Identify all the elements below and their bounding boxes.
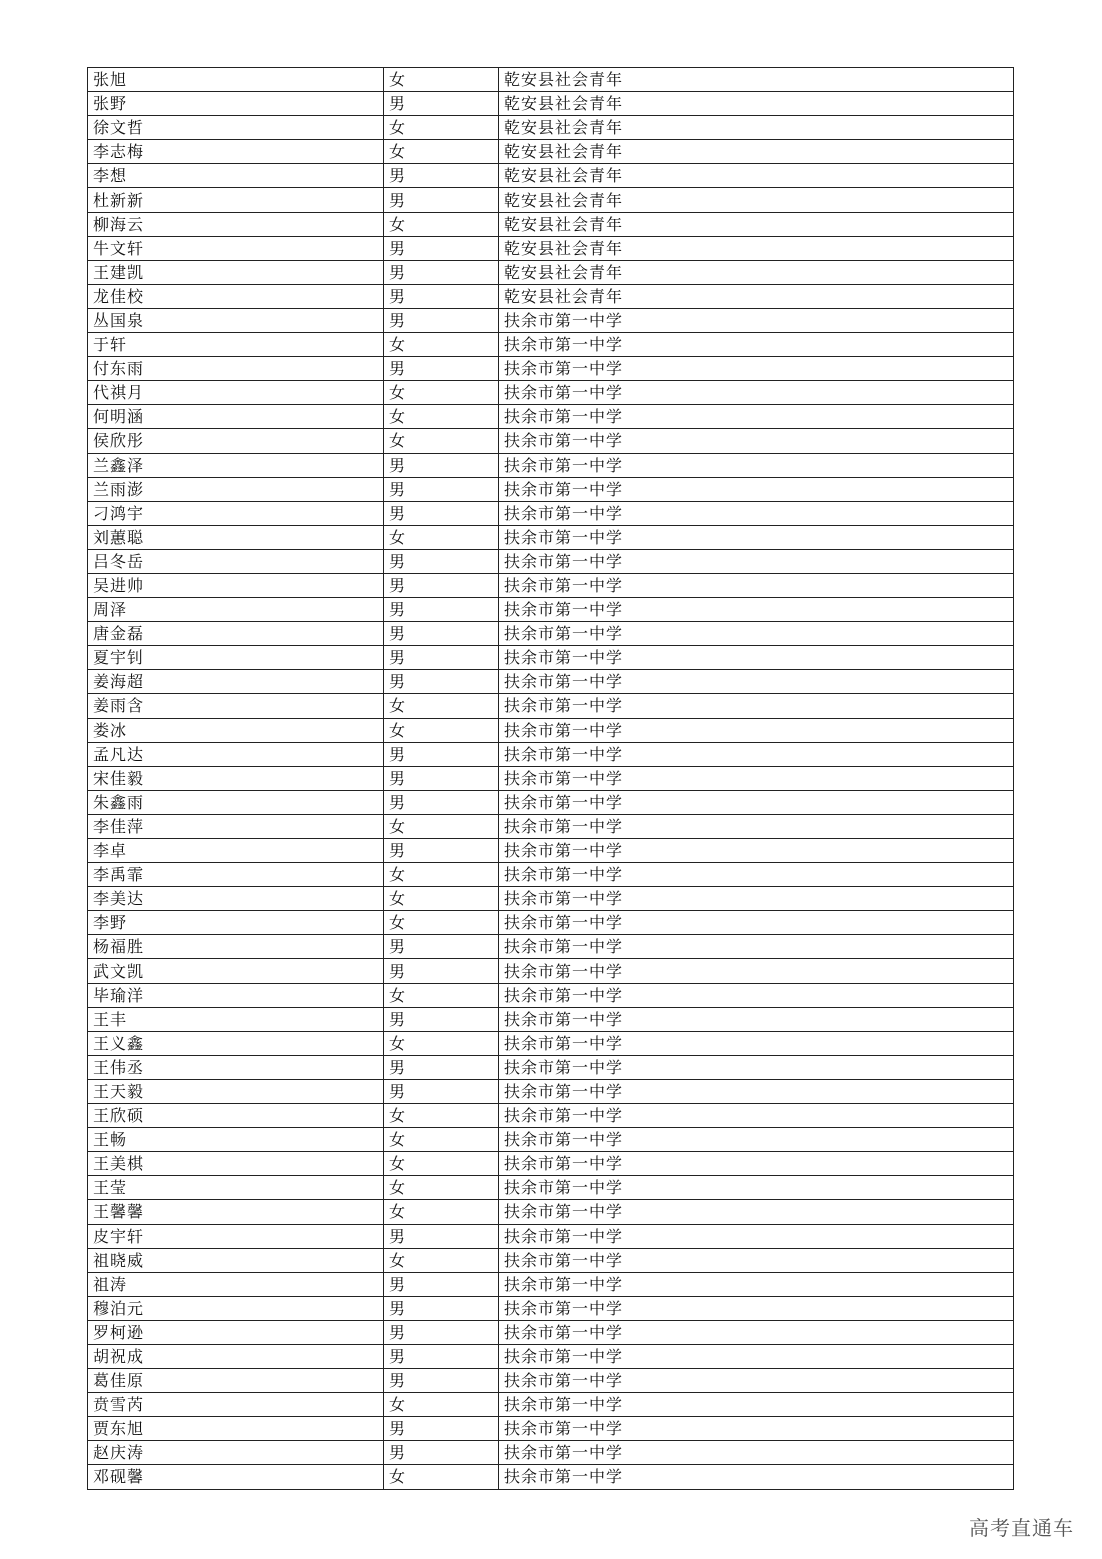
name-cell: 王丰 (88, 1007, 384, 1031)
name-cell: 李卓 (88, 839, 384, 863)
gender-cell: 男 (384, 260, 499, 284)
gender-cell: 男 (384, 742, 499, 766)
table-row (88, 863, 1014, 887)
name-cell: 夏宇钊 (88, 646, 384, 670)
watermark-text: 高考直通车 (969, 1516, 1074, 1540)
table-row (88, 814, 1014, 838)
unit-cell: 扶余市第一中学 (499, 911, 1014, 935)
unit-cell: 扶余市第一中学 (499, 1344, 1014, 1368)
table-row (88, 766, 1014, 790)
table-row (88, 116, 1014, 140)
unit-cell: 扶余市第一中学 (499, 598, 1014, 622)
table-row (88, 911, 1014, 935)
gender-cell: 男 (384, 549, 499, 573)
gender-cell: 男 (384, 164, 499, 188)
name-cell: 邓砚馨 (88, 1465, 384, 1489)
gender-cell: 女 (384, 140, 499, 164)
name-cell: 侯欣彤 (88, 429, 384, 453)
gender-cell: 女 (384, 381, 499, 405)
name-cell: 娄冰 (88, 718, 384, 742)
table-row (88, 1272, 1014, 1296)
table-row (88, 1369, 1014, 1393)
table-row (88, 429, 1014, 453)
name-cell: 王畅 (88, 1128, 384, 1152)
gender-cell: 男 (384, 598, 499, 622)
unit-cell: 扶余市第一中学 (499, 1296, 1014, 1320)
name-cell: 胡祝成 (88, 1344, 384, 1368)
gender-cell: 男 (384, 622, 499, 646)
table-row (88, 670, 1014, 694)
unit-cell: 扶余市第一中学 (499, 839, 1014, 863)
unit-cell: 扶余市第一中学 (499, 525, 1014, 549)
name-cell: 皮宇轩 (88, 1224, 384, 1248)
unit-cell: 扶余市第一中学 (499, 742, 1014, 766)
table-row (88, 742, 1014, 766)
name-cell: 李志梅 (88, 140, 384, 164)
table-row (88, 1224, 1014, 1248)
unit-cell: 乾安县社会青年 (499, 164, 1014, 188)
unit-cell: 乾安县社会青年 (499, 212, 1014, 236)
name-cell: 兰雨澎 (88, 477, 384, 501)
table-row (88, 284, 1014, 308)
gender-cell: 男 (384, 670, 499, 694)
name-cell: 宋佳毅 (88, 766, 384, 790)
table-row (88, 164, 1014, 188)
unit-cell: 乾安县社会青年 (499, 236, 1014, 260)
table-row (88, 140, 1014, 164)
unit-cell: 乾安县社会青年 (499, 92, 1014, 116)
name-cell: 张旭 (88, 68, 384, 92)
name-cell: 李美达 (88, 887, 384, 911)
name-cell: 周泽 (88, 598, 384, 622)
table-row (88, 1128, 1014, 1152)
table-row (88, 1417, 1014, 1441)
table-row (88, 935, 1014, 959)
table-row (88, 887, 1014, 911)
gender-cell: 男 (384, 236, 499, 260)
unit-cell: 扶余市第一中学 (499, 357, 1014, 381)
gender-cell: 女 (384, 694, 499, 718)
gender-cell: 女 (384, 1200, 499, 1224)
table-row (88, 1079, 1014, 1103)
gender-cell: 女 (384, 1248, 499, 1272)
gender-cell: 男 (384, 357, 499, 381)
unit-cell: 乾安县社会青年 (499, 68, 1014, 92)
unit-cell: 扶余市第一中学 (499, 694, 1014, 718)
gender-cell: 女 (384, 1104, 499, 1128)
gender-cell: 女 (384, 68, 499, 92)
name-cell: 姜雨含 (88, 694, 384, 718)
gender-cell: 男 (384, 284, 499, 308)
table-row (88, 1200, 1014, 1224)
table-row (88, 646, 1014, 670)
table-row (88, 260, 1014, 284)
name-cell: 牛文轩 (88, 236, 384, 260)
gender-cell: 男 (384, 646, 499, 670)
gender-cell: 女 (384, 1393, 499, 1417)
name-cell: 王天毅 (88, 1079, 384, 1103)
name-cell: 祖涛 (88, 1272, 384, 1296)
name-cell: 赵庆涛 (88, 1441, 384, 1465)
gender-cell: 女 (384, 887, 499, 911)
unit-cell: 扶余市第一中学 (499, 573, 1014, 597)
name-cell: 李想 (88, 164, 384, 188)
name-cell: 刘蕙聪 (88, 525, 384, 549)
name-cell: 吕冬岳 (88, 549, 384, 573)
name-cell: 唐金磊 (88, 622, 384, 646)
roster-body (88, 68, 1014, 1490)
name-cell: 贲雪芮 (88, 1393, 384, 1417)
unit-cell: 扶余市第一中学 (499, 1152, 1014, 1176)
unit-cell: 扶余市第一中学 (499, 1320, 1014, 1344)
unit-cell: 扶余市第一中学 (499, 959, 1014, 983)
unit-cell: 扶余市第一中学 (499, 718, 1014, 742)
gender-cell: 女 (384, 333, 499, 357)
table-row (88, 718, 1014, 742)
unit-cell: 扶余市第一中学 (499, 1465, 1014, 1489)
name-cell: 罗柯逊 (88, 1320, 384, 1344)
table-row (88, 1007, 1014, 1031)
table-row (88, 1296, 1014, 1320)
name-cell: 丛国泉 (88, 308, 384, 332)
table-row (88, 1176, 1014, 1200)
unit-cell: 扶余市第一中学 (499, 1369, 1014, 1393)
gender-cell: 男 (384, 1296, 499, 1320)
unit-cell: 扶余市第一中学 (499, 814, 1014, 838)
gender-cell: 男 (384, 1417, 499, 1441)
gender-cell: 男 (384, 1344, 499, 1368)
unit-cell: 扶余市第一中学 (499, 1007, 1014, 1031)
gender-cell: 男 (384, 1320, 499, 1344)
gender-cell: 男 (384, 1007, 499, 1031)
gender-cell: 女 (384, 718, 499, 742)
unit-cell: 乾安县社会青年 (499, 284, 1014, 308)
name-cell: 孟凡达 (88, 742, 384, 766)
gender-cell: 男 (384, 1272, 499, 1296)
gender-cell: 男 (384, 1441, 499, 1465)
unit-cell: 乾安县社会青年 (499, 140, 1014, 164)
table-row (88, 525, 1014, 549)
unit-cell: 扶余市第一中学 (499, 429, 1014, 453)
table-row (88, 501, 1014, 525)
table-row (88, 357, 1014, 381)
name-cell: 王莹 (88, 1176, 384, 1200)
name-cell: 何明涵 (88, 405, 384, 429)
name-cell: 姜海超 (88, 670, 384, 694)
unit-cell: 扶余市第一中学 (499, 887, 1014, 911)
unit-cell: 扶余市第一中学 (499, 1393, 1014, 1417)
name-cell: 朱鑫雨 (88, 790, 384, 814)
name-cell: 李野 (88, 911, 384, 935)
table-row (88, 983, 1014, 1007)
name-cell: 葛佳原 (88, 1369, 384, 1393)
table-row (88, 1320, 1014, 1344)
gender-cell: 男 (384, 766, 499, 790)
gender-cell: 男 (384, 453, 499, 477)
gender-cell: 女 (384, 911, 499, 935)
unit-cell: 扶余市第一中学 (499, 1224, 1014, 1248)
name-cell: 王义鑫 (88, 1031, 384, 1055)
table-row (88, 1344, 1014, 1368)
table-row (88, 598, 1014, 622)
name-cell: 祖晓威 (88, 1248, 384, 1272)
gender-cell: 男 (384, 959, 499, 983)
gender-cell: 男 (384, 188, 499, 212)
name-cell: 徐文哲 (88, 116, 384, 140)
gender-cell: 男 (384, 573, 499, 597)
table-row (88, 405, 1014, 429)
gender-cell: 男 (384, 1079, 499, 1103)
unit-cell: 扶余市第一中学 (499, 1128, 1014, 1152)
unit-cell: 扶余市第一中学 (499, 622, 1014, 646)
name-cell: 刁鸿宇 (88, 501, 384, 525)
gender-cell: 女 (384, 405, 499, 429)
gender-cell: 男 (384, 92, 499, 116)
unit-cell: 扶余市第一中学 (499, 1176, 1014, 1200)
name-cell: 兰鑫泽 (88, 453, 384, 477)
gender-cell: 男 (384, 1369, 499, 1393)
unit-cell: 乾安县社会青年 (499, 260, 1014, 284)
name-cell: 毕瑜洋 (88, 983, 384, 1007)
name-cell: 王美棋 (88, 1152, 384, 1176)
gender-cell: 女 (384, 1152, 499, 1176)
unit-cell: 扶余市第一中学 (499, 453, 1014, 477)
name-cell: 武文凯 (88, 959, 384, 983)
table-row (88, 839, 1014, 863)
name-cell: 王欣硕 (88, 1104, 384, 1128)
name-cell: 王伟丞 (88, 1055, 384, 1079)
unit-cell: 扶余市第一中学 (499, 501, 1014, 525)
name-cell: 杜新新 (88, 188, 384, 212)
unit-cell: 扶余市第一中学 (499, 766, 1014, 790)
unit-cell: 扶余市第一中学 (499, 405, 1014, 429)
name-cell: 贾东旭 (88, 1417, 384, 1441)
gender-cell: 男 (384, 477, 499, 501)
table-row (88, 333, 1014, 357)
unit-cell: 扶余市第一中学 (499, 646, 1014, 670)
gender-cell: 女 (384, 212, 499, 236)
name-cell: 杨福胜 (88, 935, 384, 959)
unit-cell: 扶余市第一中学 (499, 983, 1014, 1007)
unit-cell: 乾安县社会青年 (499, 188, 1014, 212)
gender-cell: 男 (384, 1224, 499, 1248)
table-row (88, 573, 1014, 597)
table-row (88, 236, 1014, 260)
table-row (88, 453, 1014, 477)
gender-cell: 男 (384, 308, 499, 332)
table-row (88, 212, 1014, 236)
unit-cell: 扶余市第一中学 (499, 1104, 1014, 1128)
name-cell: 付东雨 (88, 357, 384, 381)
name-cell: 龙佳校 (88, 284, 384, 308)
gender-cell: 男 (384, 935, 499, 959)
name-cell: 张野 (88, 92, 384, 116)
table-row (88, 790, 1014, 814)
unit-cell: 扶余市第一中学 (499, 1200, 1014, 1224)
name-cell: 代祺月 (88, 381, 384, 405)
gender-cell: 女 (384, 429, 499, 453)
table-row (88, 1393, 1014, 1417)
unit-cell: 扶余市第一中学 (499, 1079, 1014, 1103)
table-row (88, 92, 1014, 116)
gender-cell: 女 (384, 983, 499, 1007)
table-row (88, 1031, 1014, 1055)
unit-cell: 扶余市第一中学 (499, 549, 1014, 573)
unit-cell: 扶余市第一中学 (499, 333, 1014, 357)
table-row (88, 1104, 1014, 1128)
unit-cell: 扶余市第一中学 (499, 381, 1014, 405)
name-cell: 李佳萍 (88, 814, 384, 838)
unit-cell: 扶余市第一中学 (499, 477, 1014, 501)
gender-cell: 女 (384, 1176, 499, 1200)
unit-cell: 扶余市第一中学 (499, 1055, 1014, 1079)
unit-cell: 扶余市第一中学 (499, 1272, 1014, 1296)
table-row (88, 1441, 1014, 1465)
unit-cell: 扶余市第一中学 (499, 1031, 1014, 1055)
unit-cell: 扶余市第一中学 (499, 1417, 1014, 1441)
unit-cell: 乾安县社会青年 (499, 116, 1014, 140)
table-row (88, 381, 1014, 405)
roster-table (87, 67, 1014, 1490)
unit-cell: 扶余市第一中学 (499, 863, 1014, 887)
gender-cell: 男 (384, 790, 499, 814)
gender-cell: 女 (384, 525, 499, 549)
unit-cell: 扶余市第一中学 (499, 790, 1014, 814)
name-cell: 王建凯 (88, 260, 384, 284)
name-cell: 李禹霏 (88, 863, 384, 887)
gender-cell: 男 (384, 1055, 499, 1079)
unit-cell: 扶余市第一中学 (499, 1441, 1014, 1465)
unit-cell: 扶余市第一中学 (499, 1248, 1014, 1272)
table-row (88, 622, 1014, 646)
gender-cell: 女 (384, 1465, 499, 1489)
table-row (88, 1465, 1014, 1489)
gender-cell: 女 (384, 1031, 499, 1055)
name-cell: 王馨馨 (88, 1200, 384, 1224)
table-row (88, 549, 1014, 573)
gender-cell: 女 (384, 1128, 499, 1152)
table-row (88, 694, 1014, 718)
gender-cell: 男 (384, 501, 499, 525)
unit-cell: 扶余市第一中学 (499, 670, 1014, 694)
table-row (88, 1055, 1014, 1079)
gender-cell: 女 (384, 814, 499, 838)
unit-cell: 扶余市第一中学 (499, 308, 1014, 332)
name-cell: 吴进帅 (88, 573, 384, 597)
table-row (88, 308, 1014, 332)
name-cell: 于轩 (88, 333, 384, 357)
unit-cell: 扶余市第一中学 (499, 935, 1014, 959)
name-cell: 柳海云 (88, 212, 384, 236)
table-row (88, 188, 1014, 212)
gender-cell: 女 (384, 863, 499, 887)
gender-cell: 女 (384, 116, 499, 140)
gender-cell: 男 (384, 839, 499, 863)
table-row (88, 68, 1014, 92)
table-row (88, 959, 1014, 983)
table-row (88, 1152, 1014, 1176)
name-cell: 穆泊元 (88, 1296, 384, 1320)
table-row (88, 477, 1014, 501)
table-row (88, 1248, 1014, 1272)
